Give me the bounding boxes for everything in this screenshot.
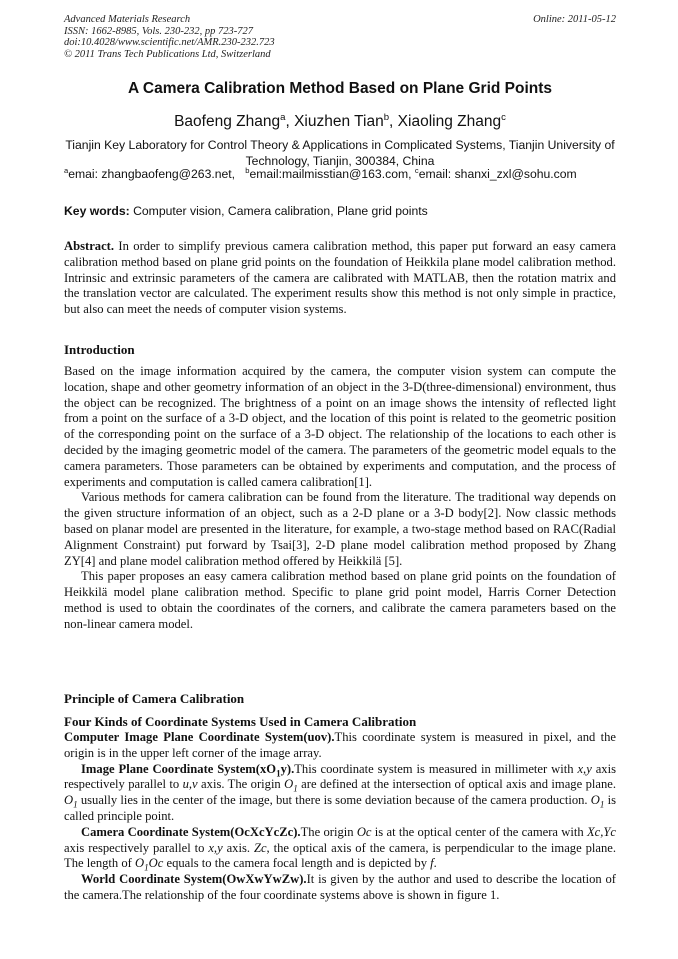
email-line	[64, 167, 616, 182]
section-heading-principle: Principle of Camera Calibration	[64, 691, 245, 706]
paragraph-text: This coordinate system is measured in millimeter with	[294, 761, 578, 776]
section-heading-introduction: Introduction	[64, 342, 135, 357]
symbol: x,y	[208, 840, 223, 855]
symbol: f	[430, 856, 434, 871]
paragraph-text: axis. The origin	[197, 777, 285, 792]
symbol: Xc,Yc	[586, 824, 616, 839]
symbol	[590, 793, 605, 810]
author-mark: b	[383, 111, 390, 123]
journal-header	[64, 14, 616, 60]
term-text: y).	[280, 761, 295, 776]
paragraph: This paper proposes an easy camera calibration method based on plane grid points on the foundation of Heikkilä model plane calibration method. Specific to plane grid point model, Harris Corner Detection method is used to obtain the coordinates of the corners, and calibrate the camera parameters based on the non-linear camera model.	[64, 569, 616, 631]
author-name: Xiaoling Zhang	[397, 113, 502, 130]
author-mark: a	[280, 111, 286, 123]
email-mark: c	[414, 165, 419, 175]
symbol-subscript: 1	[144, 862, 149, 873]
keywords-label: Key words:	[64, 204, 130, 218]
symbol-text: O	[135, 856, 145, 871]
online-date: Online: 2011-05-12	[533, 14, 616, 25]
paragraph-text: axis respectively parallel to	[64, 840, 209, 855]
paragraph-text: .	[433, 856, 437, 871]
journal-copyright: © 2011 Trans Tech Publications Ltd, Switzerland	[64, 48, 271, 60]
introduction-body	[64, 364, 616, 633]
author-name: Baofeng Zhang	[174, 113, 281, 130]
term-subscript: 1	[276, 768, 281, 779]
keywords-text: Computer vision, Camera calibration, Plane grid points	[129, 204, 428, 218]
symbol-text: O	[284, 777, 294, 792]
paragraph: Based on the image information acquired by the camera, the computer vision system can compute the location, shape and other geometry information of an object in the 3-D(three-dimensional) environment, thus the object can be recognized. The brightness of a point on an image shows the intensity of reflected light from a point on the surface of a 3-D object, and the location of this point is related to the geometric position of the corresponding point on the surface of a 3-D object. The relationship of the locations to each other is decided by the imaging geometric model of the camera. The parameters of the geometric model equals to the camera parameters. Those parameters can be obtained by experiments and computation, and the process of experiments and computation is called camera calibration[1].	[64, 364, 616, 489]
paragraph	[64, 872, 616, 904]
paragraph	[64, 825, 616, 872]
paragraph-text: , the optical axis of the camera, is perpendicular to the image plane. The length of	[64, 840, 617, 871]
paragraph: Various methods for camera calibration can be found from the literature. The traditional way depends on the given structure information of an object, such as a 2-D plane or a 3-D body[2]. Now classic methods based on planar model are presented in the literature, for example, a two-stage method based on RAC(Radial Alignment Constraint) put forward by Tsai[3], 2-D plane model calibration method proposed by Zhang ZY[4] and plane model calibration method offered by Heikkilä [5].	[64, 490, 616, 568]
journal-name: Advanced Materials Research	[64, 14, 191, 25]
abstract-text: In order to simplify previous camera calibration method, this paper put forward an easy camera calibration method based on plane grid points on the foundation of Heikkila plane model calibration method. Intrinsic and extrinsic parameters of the camera are calibrated with MATLAB, then the rotation matrix and the translation vector are calculated. The experiment results show this method is not only simple in practice, but also can meet the needs of computer vision systems.	[64, 239, 616, 317]
paragraph-text: axis respectively parallel to	[64, 761, 616, 792]
author-separator: ,	[285, 113, 295, 130]
author-mark: c	[501, 111, 506, 123]
paragraph-text: axis.	[222, 840, 254, 855]
symbol	[64, 793, 78, 810]
symbol-subscript: 1	[293, 783, 298, 794]
email-mark: b	[245, 165, 250, 175]
term-label: Computer Image Plane Coordinate System(uov).	[64, 730, 335, 744]
author-name: Xiuzhen Tian	[294, 113, 384, 130]
abstract-label: Abstract.	[64, 239, 115, 253]
paragraph-text: This coordinate system is measured in pixel, and the origin is in the upper left corner of the image array.	[64, 730, 617, 760]
paper-title: A Camera Calibration Method Based on Plane Grid Points	[127, 80, 553, 97]
symbol: x,y	[577, 761, 592, 776]
email-address: email:mailmisstian@163.com,	[249, 167, 412, 181]
symbol-subscript: 1	[599, 799, 605, 810]
paragraph-text: equals to the camera focal length and is depicted by	[163, 856, 431, 871]
paragraph-text: It is given by the author and used to describe the location of the camera.The relationship of the four coordinate systems above is shown in figure 1.	[64, 872, 616, 902]
symbol-text: O	[590, 793, 600, 808]
symbol-subscript: 1	[73, 799, 78, 810]
affiliation: Tianjin Key Laboratory for Control Theory & Applications in Complicated Systems, Tianjin University of Technology, Tianjin, 300384, China	[65, 138, 615, 168]
abstract	[64, 239, 616, 318]
symbol	[284, 777, 298, 794]
email-mark: a	[64, 165, 69, 175]
term-label: Camera Coordinate System(OcXcYcZc).	[81, 824, 301, 839]
keywords	[64, 204, 616, 218]
symbol: Zc	[253, 840, 267, 855]
symbol	[135, 856, 164, 873]
term-text: Image Plane Coordinate System(xO	[81, 761, 277, 776]
journal-issn: ISSN: 1662-8985, Vols. 230-232, pp 723-727	[64, 25, 253, 37]
author-list	[64, 113, 616, 131]
symbol: u,v	[182, 777, 198, 792]
paragraph-text: is called principle point.	[64, 793, 616, 823]
principle-body	[64, 730, 616, 904]
journal-doi: doi:10.4028/www.scientific.net/AMR.230-232.723	[64, 37, 275, 48]
symbol-text: Oc	[148, 856, 164, 871]
email-address: email: shanxi_zxl@sohu.com	[418, 167, 577, 181]
email-address: emai: zhangbaofeng@263.net,	[68, 167, 236, 181]
term-label: World Coordinate System(OwXwYwZw).	[81, 872, 307, 887]
paragraph	[64, 730, 616, 762]
subsection-heading: Four Kinds of Coordinate Systems Used in Camera Calibration	[64, 714, 417, 729]
paragraph-text: are defined at the intersection of optical axis and image plane.	[297, 777, 616, 792]
paragraph-text: is at the optical center of the camera with	[371, 824, 587, 839]
paragraph	[64, 762, 616, 825]
paragraph-text: usually lies in the center of the image, but there is some deviation because of the camera production.	[77, 793, 591, 808]
author-separator: ,	[389, 113, 398, 130]
paragraph-text: The origin	[300, 824, 357, 839]
symbol: Oc	[356, 824, 372, 839]
symbol-text: O	[64, 793, 74, 808]
term-label	[81, 761, 295, 779]
